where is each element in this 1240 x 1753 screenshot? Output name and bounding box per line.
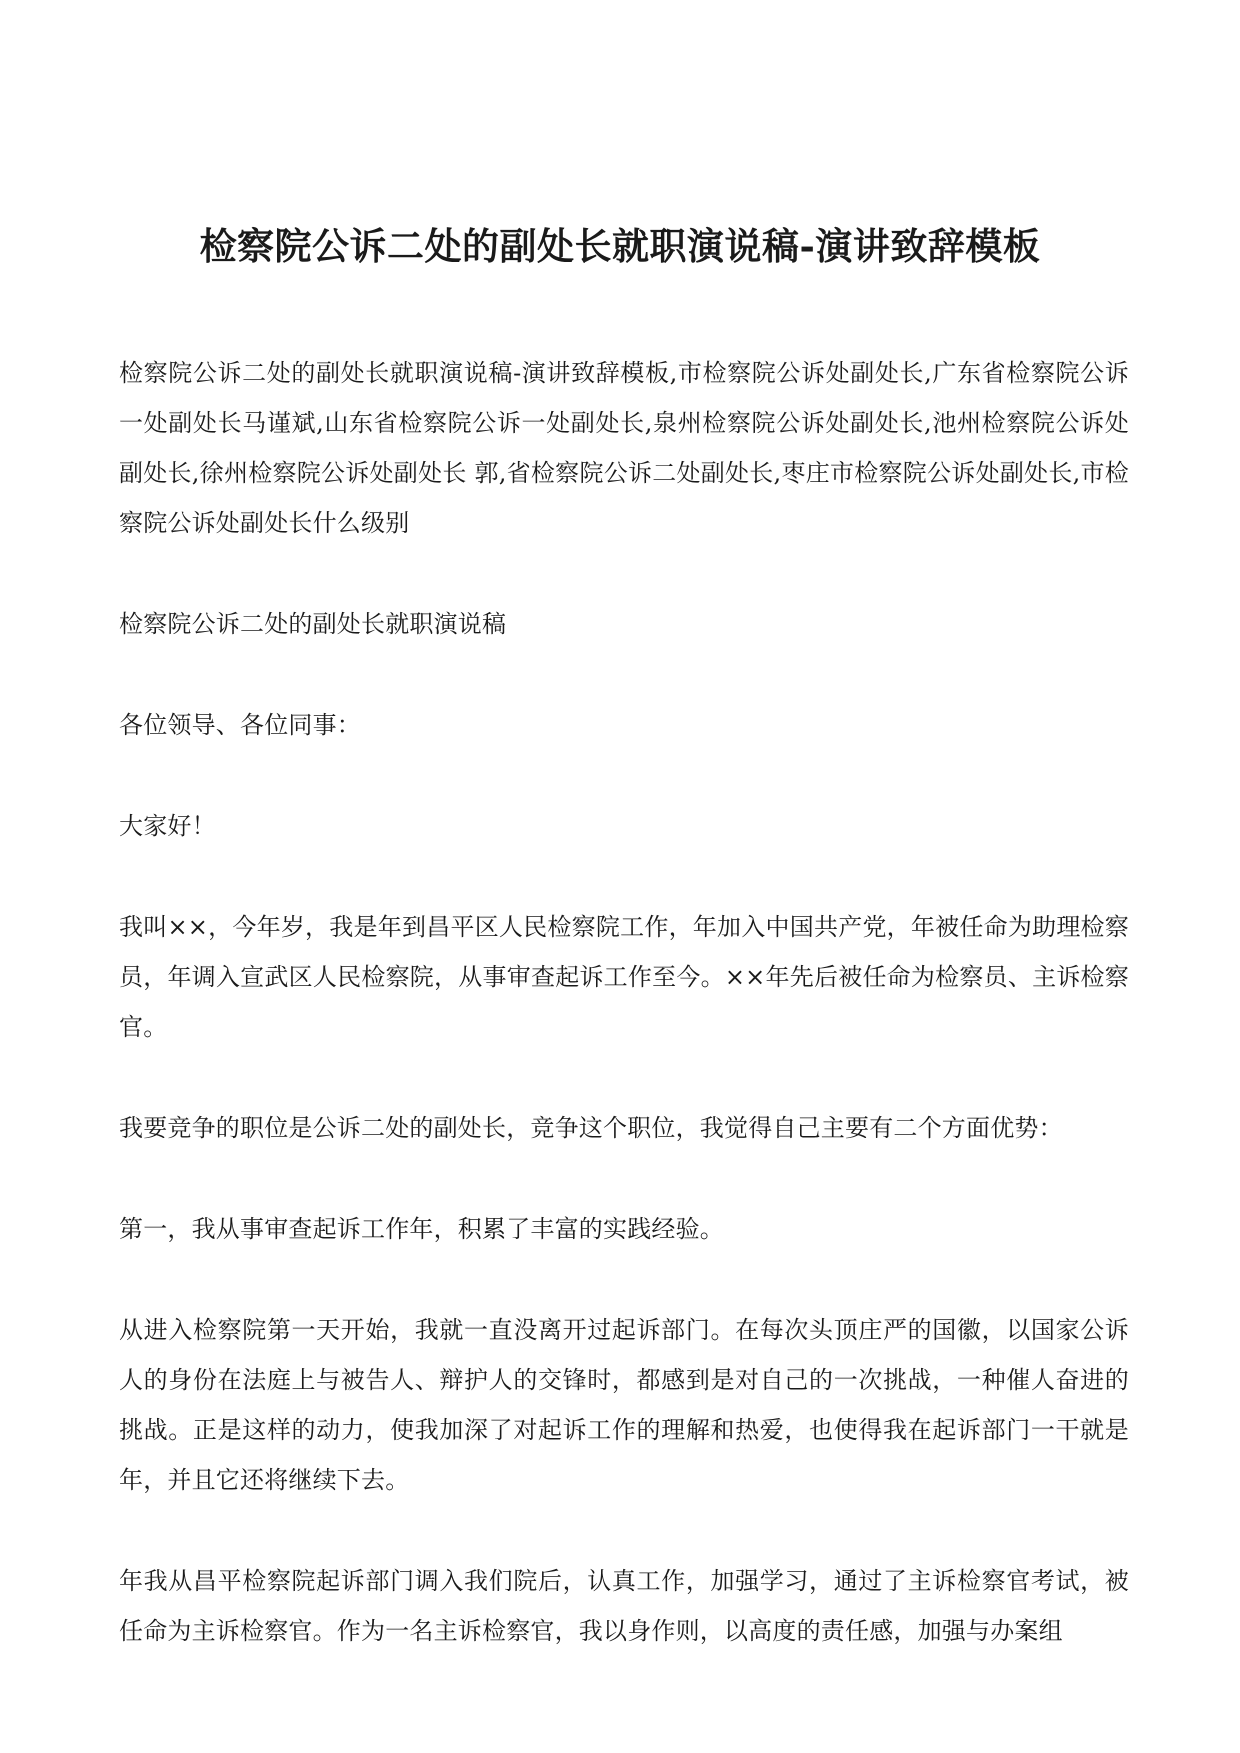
paragraph-salutation: 各位领导、各位同事： bbox=[119, 711, 361, 739]
paragraph-experience: 从进入检察院第一天开始，我就一直没离开过起诉部门。在每次头顶庄严的国徽，以国家公诉人的身份在法庭上与被告人、辩护人的交锋时，都感到是对自己的一次挑战，一种催人奋进的挑战。正是这样的动力，使我加深了对起诉工作的理解和热爱，也使得我在起诉部门一干就是年，并且它还将继续下去。 bbox=[119, 1316, 1129, 1494]
paragraph-keywords: 检察院公诉二处的副处长就职演说稿-演讲致辞模板,市检察院公诉处副处长,广东省检察院公诉一处副处长马谨斌,山东省检察院公诉一处副处长,泉州检察院公诉处副处长,池州检察院公诉处副处长,徐州检察院公诉处副处长 郭,省检察院公诉二处副处长,枣庄市检察院公诉处副处长,市检察院公诉处副处长什么级别 bbox=[119, 359, 1129, 537]
document-body bbox=[119, 348, 1129, 1707]
paragraph-introduction: 我叫××，今年岁，我是年到昌平区人民检察院工作，年加入中国共产党，年被任命为助理检察员，年调入宣武区人民检察院，从事审查起诉工作至今。××年先后被任命为检察员、主诉检察官。 bbox=[119, 913, 1129, 1041]
paragraph-greeting: 大家好！ bbox=[119, 812, 216, 840]
paragraph-subtitle: 检察院公诉二处的副处长就职演说稿 bbox=[119, 610, 507, 638]
paragraph-transfer: 年我从昌平检察院起诉部门调入我们院后，认真工作，加强学习，通过了主诉检察官考试，被任命为主诉检察官。作为一名主诉检察官，我以身作则，以高度的责任感，加强与办案组 bbox=[119, 1567, 1129, 1645]
paragraph-position: 我要竞争的职位是公诉二处的副处长，竞争这个职位，我觉得自己主要有二个方面优势： bbox=[119, 1114, 1063, 1142]
paragraph-first-point: 第一，我从事审查起诉工作年，积累了丰富的实践经验。 bbox=[119, 1215, 724, 1243]
document-title: 检察院公诉二处的副处长就职演说稿-演讲致辞模板 bbox=[199, 224, 1041, 268]
